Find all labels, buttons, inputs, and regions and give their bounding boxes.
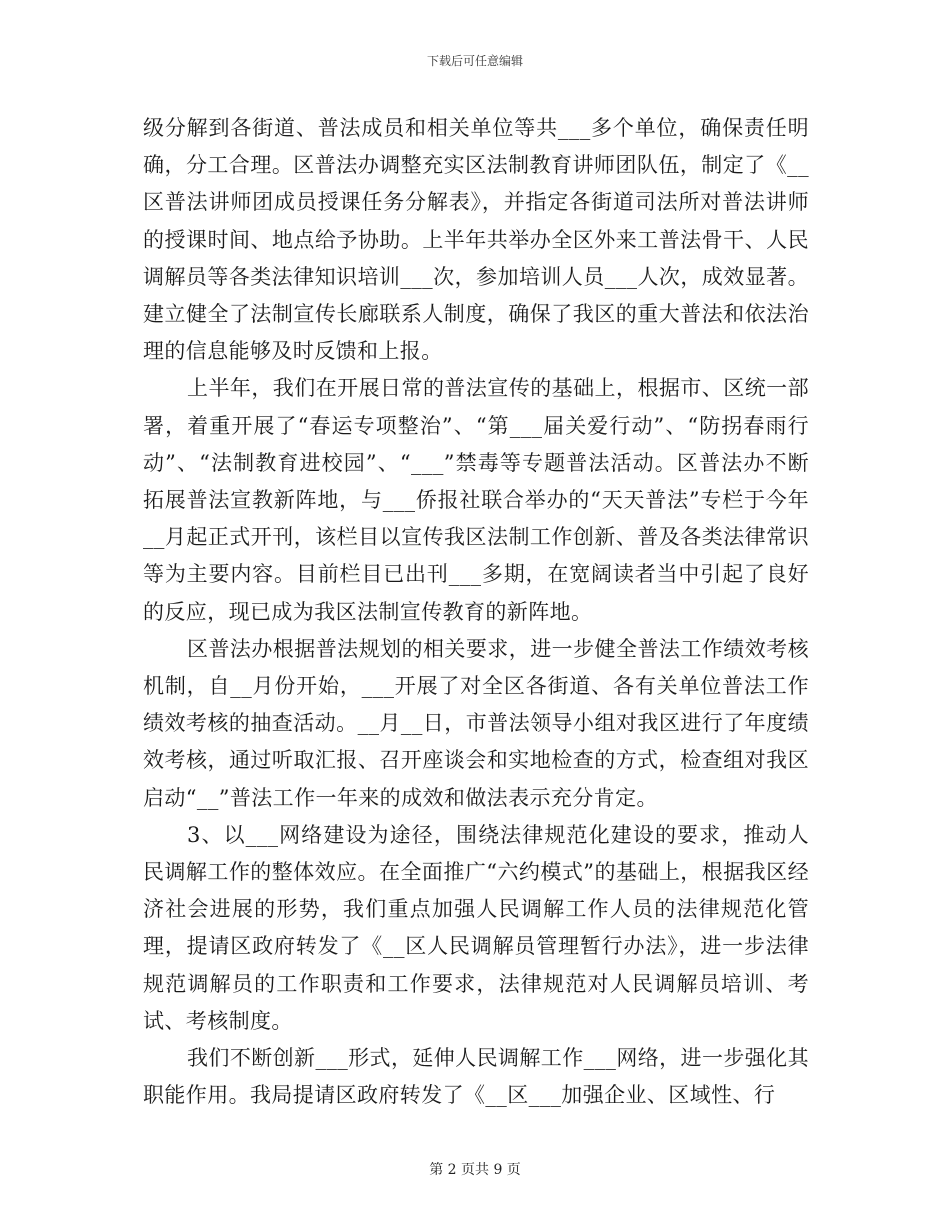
- page-number: 第 2 页共 9 页: [429, 1162, 521, 1178]
- paragraph: 我们不断创新___形式，延伸人民调解工作___网络，进一步强化其职能作用。我局提请区政府转发了《__区___加强企业、区域性、行: [143, 1046, 809, 1108]
- paragraph: 上半年，我们在开展日常的普法宣传的基础上，根据市、区统一部署，着重开展了“春运专项整治”、“第___届关爱行动”、“防拐春雨行动”、“法制教育进校园”、“___”禁毒等专题普法活动。区普法办不断拓展普法宣教新阵地，与___侨报社联合举办的“天天普法”专栏于今年__月起正式开刊，该栏目以宣传我区法制工作创新、普及各类法律常识等为主要内容。目前栏目已出刊___多期，在宽阔读者当中引起了良好的反应，现已成为我区法制宣传教育的新阵地。: [143, 376, 809, 624]
- paragraph: 级分解到各街道、普法成员和相关单位等共___多个单位，确保责任明确，分工合理。区普法办调整充实区法制教育讲师团队伍，制定了《__区普法讲师团成员授课任务分解表》，并指定各街道司法所对普法讲师的授课时间、地点给予协助。上半年共举办全区外来工普法骨干、人民调解员等各类法律知识培训___次，参加培训人员___人次，成效显著。建立健全了法制宣传长廊联系人制度，确保了我区的重大普法和依法治理的信息能够及时反馈和上报。: [143, 116, 809, 364]
- page-header: 下载后可任意编辑: [426, 54, 523, 68]
- document-body: [143, 110, 809, 1114]
- paragraph: 区普法办根据普法规划的相关要求，进一步健全普法工作绩效考核机制，自__月份开始，___开展了对全区各街道、各有关单位普法工作绩效考核的抽查活动。__月__日，市普法领导小组对我区进行了年度绩效考核，通过听取汇报、召开座谈会和实地检查的方式，检查组对我区启动“__”普法工作一年来的成效和做法表示充分肯定。: [143, 636, 809, 810]
- paragraph: 3、以___网络建设为途径，围绕法律规范化建设的要求，推动人民调解工作的整体效应。在全面推广“六约模式”的基础上，根据我区经济社会进展的形势，我们重点加强人民调解工作人员的法律规范化管理，提请区政府转发了《__区人民调解员管理暂行办法》，进一步法律规范调解员的工作职责和工作要求，法律规范对人民调解员培训、考试、考核制度。: [143, 822, 809, 1033]
